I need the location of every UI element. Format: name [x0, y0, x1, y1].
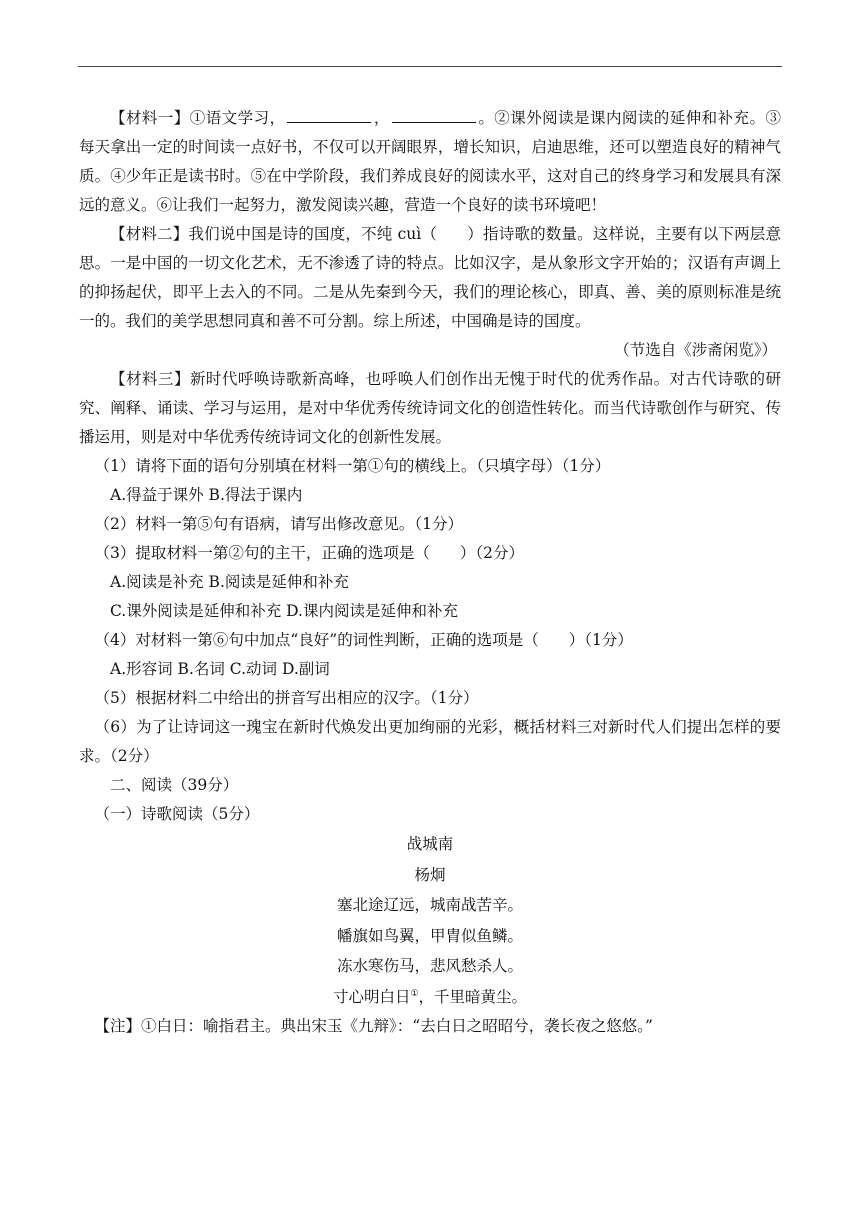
note-paragraph [79, 1012, 781, 1041]
material1-text-b: ， [373, 109, 390, 127]
material1-text-c: 。②课外阅读是课内阅读的延伸和补充。③每天拿出一定的时间读一点好书，不仅可以开阔眼界，增长知识，启迪思维，还可以塑造良好的精神气质。④少年正是读书时。⑤在中学阶段，我们养成良好的阅读水平，这对自己的终身学习和发展具有深远的意义。⑥让我们一起努力，激发阅读兴趣，营造一个良好的读书环境吧！ [79, 109, 781, 214]
material2-paragraph [79, 220, 781, 336]
material3-label: 【材料三】 [110, 370, 190, 388]
material2-text-a: 我们说中国是诗的国度，不纯 cuì（ [188, 225, 438, 243]
poem-author: 杨炯 [414, 865, 446, 884]
question-4 [79, 626, 781, 655]
poem-block [79, 829, 781, 1012]
poem-line-1: 塞北途辽远，城南战苦辛。 [336, 896, 523, 914]
question-6: （6）为了让诗词这一瑰宝在新时代焕发出更加绚丽的光彩，概括材料三对新时代人们提出怎样的要求。（2分） [79, 718, 781, 765]
material1-label: 【材料一】 [110, 109, 190, 127]
material2-label: 【材料二】 [110, 225, 189, 243]
question-4-options: A.形容词 B.名词 C.动词 D.副词 [110, 660, 330, 678]
question-3-text: （3）提取材料一第②句的主干，正确的选项是（ [94, 544, 430, 562]
question-1: （1）请将下面的语句分别填在材料一第①句的横线上。（只填字母）（1分） [94, 457, 611, 475]
poem-title: 战城南 [406, 835, 454, 853]
section-2-title: 二、阅读（39分） [110, 776, 239, 794]
material3-text: 新时代呼唤诗歌新高峰，也呼唤人们创作出无愧于时代的优秀作品。对古代诗歌的研究、阐释、诵读、学习与运用，是对中华优秀传统诗词文化的创造性转化。而当代诗歌创作与研究、传播运用，则是对中华优秀传统诗词文化的创新性发展。 [79, 370, 781, 446]
answer-blank-1[interactable] [287, 108, 371, 123]
note-text: ①白日：喻指君主。典出宋玉《九辩》：“去白日之昭昭兮，袭长夜之悠悠。” [141, 1017, 653, 1035]
section-2-sub1: （一）诗歌阅读（5分） [94, 805, 260, 823]
question-3-options-2: C.课外阅读是延伸和补充 D.课内阅读是延伸和补充 [110, 602, 458, 620]
question-3-options-1: A.阅读是补充 B.阅读是延伸和补充 [110, 573, 349, 591]
question-1-options: A.得益于课外 B.得法于课内 [110, 486, 303, 504]
poem-line-4-a: 寸心明白日 [332, 987, 411, 1006]
document-body [79, 104, 781, 1041]
poem-line-4 [79, 982, 781, 1013]
material3-paragraph [79, 365, 781, 452]
material2-source: （节选自《涉斋闲览》） [614, 341, 777, 359]
footnote-marker: ① [410, 988, 419, 999]
answer-blank-2[interactable] [392, 108, 476, 123]
question-3-score: ）（2分） [459, 544, 524, 562]
question-4-text: （4）对材料一第⑥句中加点“良好”的词性判断，正确的选项是（ [94, 631, 539, 649]
header-rule [78, 66, 782, 67]
note-label: 【注】 [94, 1017, 142, 1035]
question-2: （2）材料一第⑤句有语病，请写出修改意见。（1分） [94, 515, 463, 533]
material1-paragraph [79, 104, 781, 220]
question-4-score: ）（1分） [568, 631, 633, 649]
question-5: （5）根据材料二中给出的拼音写出相应的汉字。（1分） [94, 689, 479, 707]
poem-line-2: 幡旗如鸟翼，甲胄似鱼鳞。 [336, 926, 523, 945]
poem-line-3: 冻水寒伤马，悲风愁杀人。 [336, 957, 523, 975]
material2-text-b: ）指诗歌的数量。这样说，主要有以下两层意思。一是中国的一切文化艺术，无不渗透了诗的特点。比如汉字，是从象形文字开始的；汉语有声调上的抑扬起伏，即平上去入的不同。二是从先秦到今天，我们的理论核心，即真、善、美的原则标准是统一的。我们的美学思想同真和善不可分割。综上所述，中国确是诗的国度。 [79, 225, 781, 330]
question-3 [79, 539, 781, 568]
material1-text-a: ①语文学习， [189, 109, 286, 127]
poem-line-4-b: ，千里暗黄尘。 [418, 987, 528, 1006]
